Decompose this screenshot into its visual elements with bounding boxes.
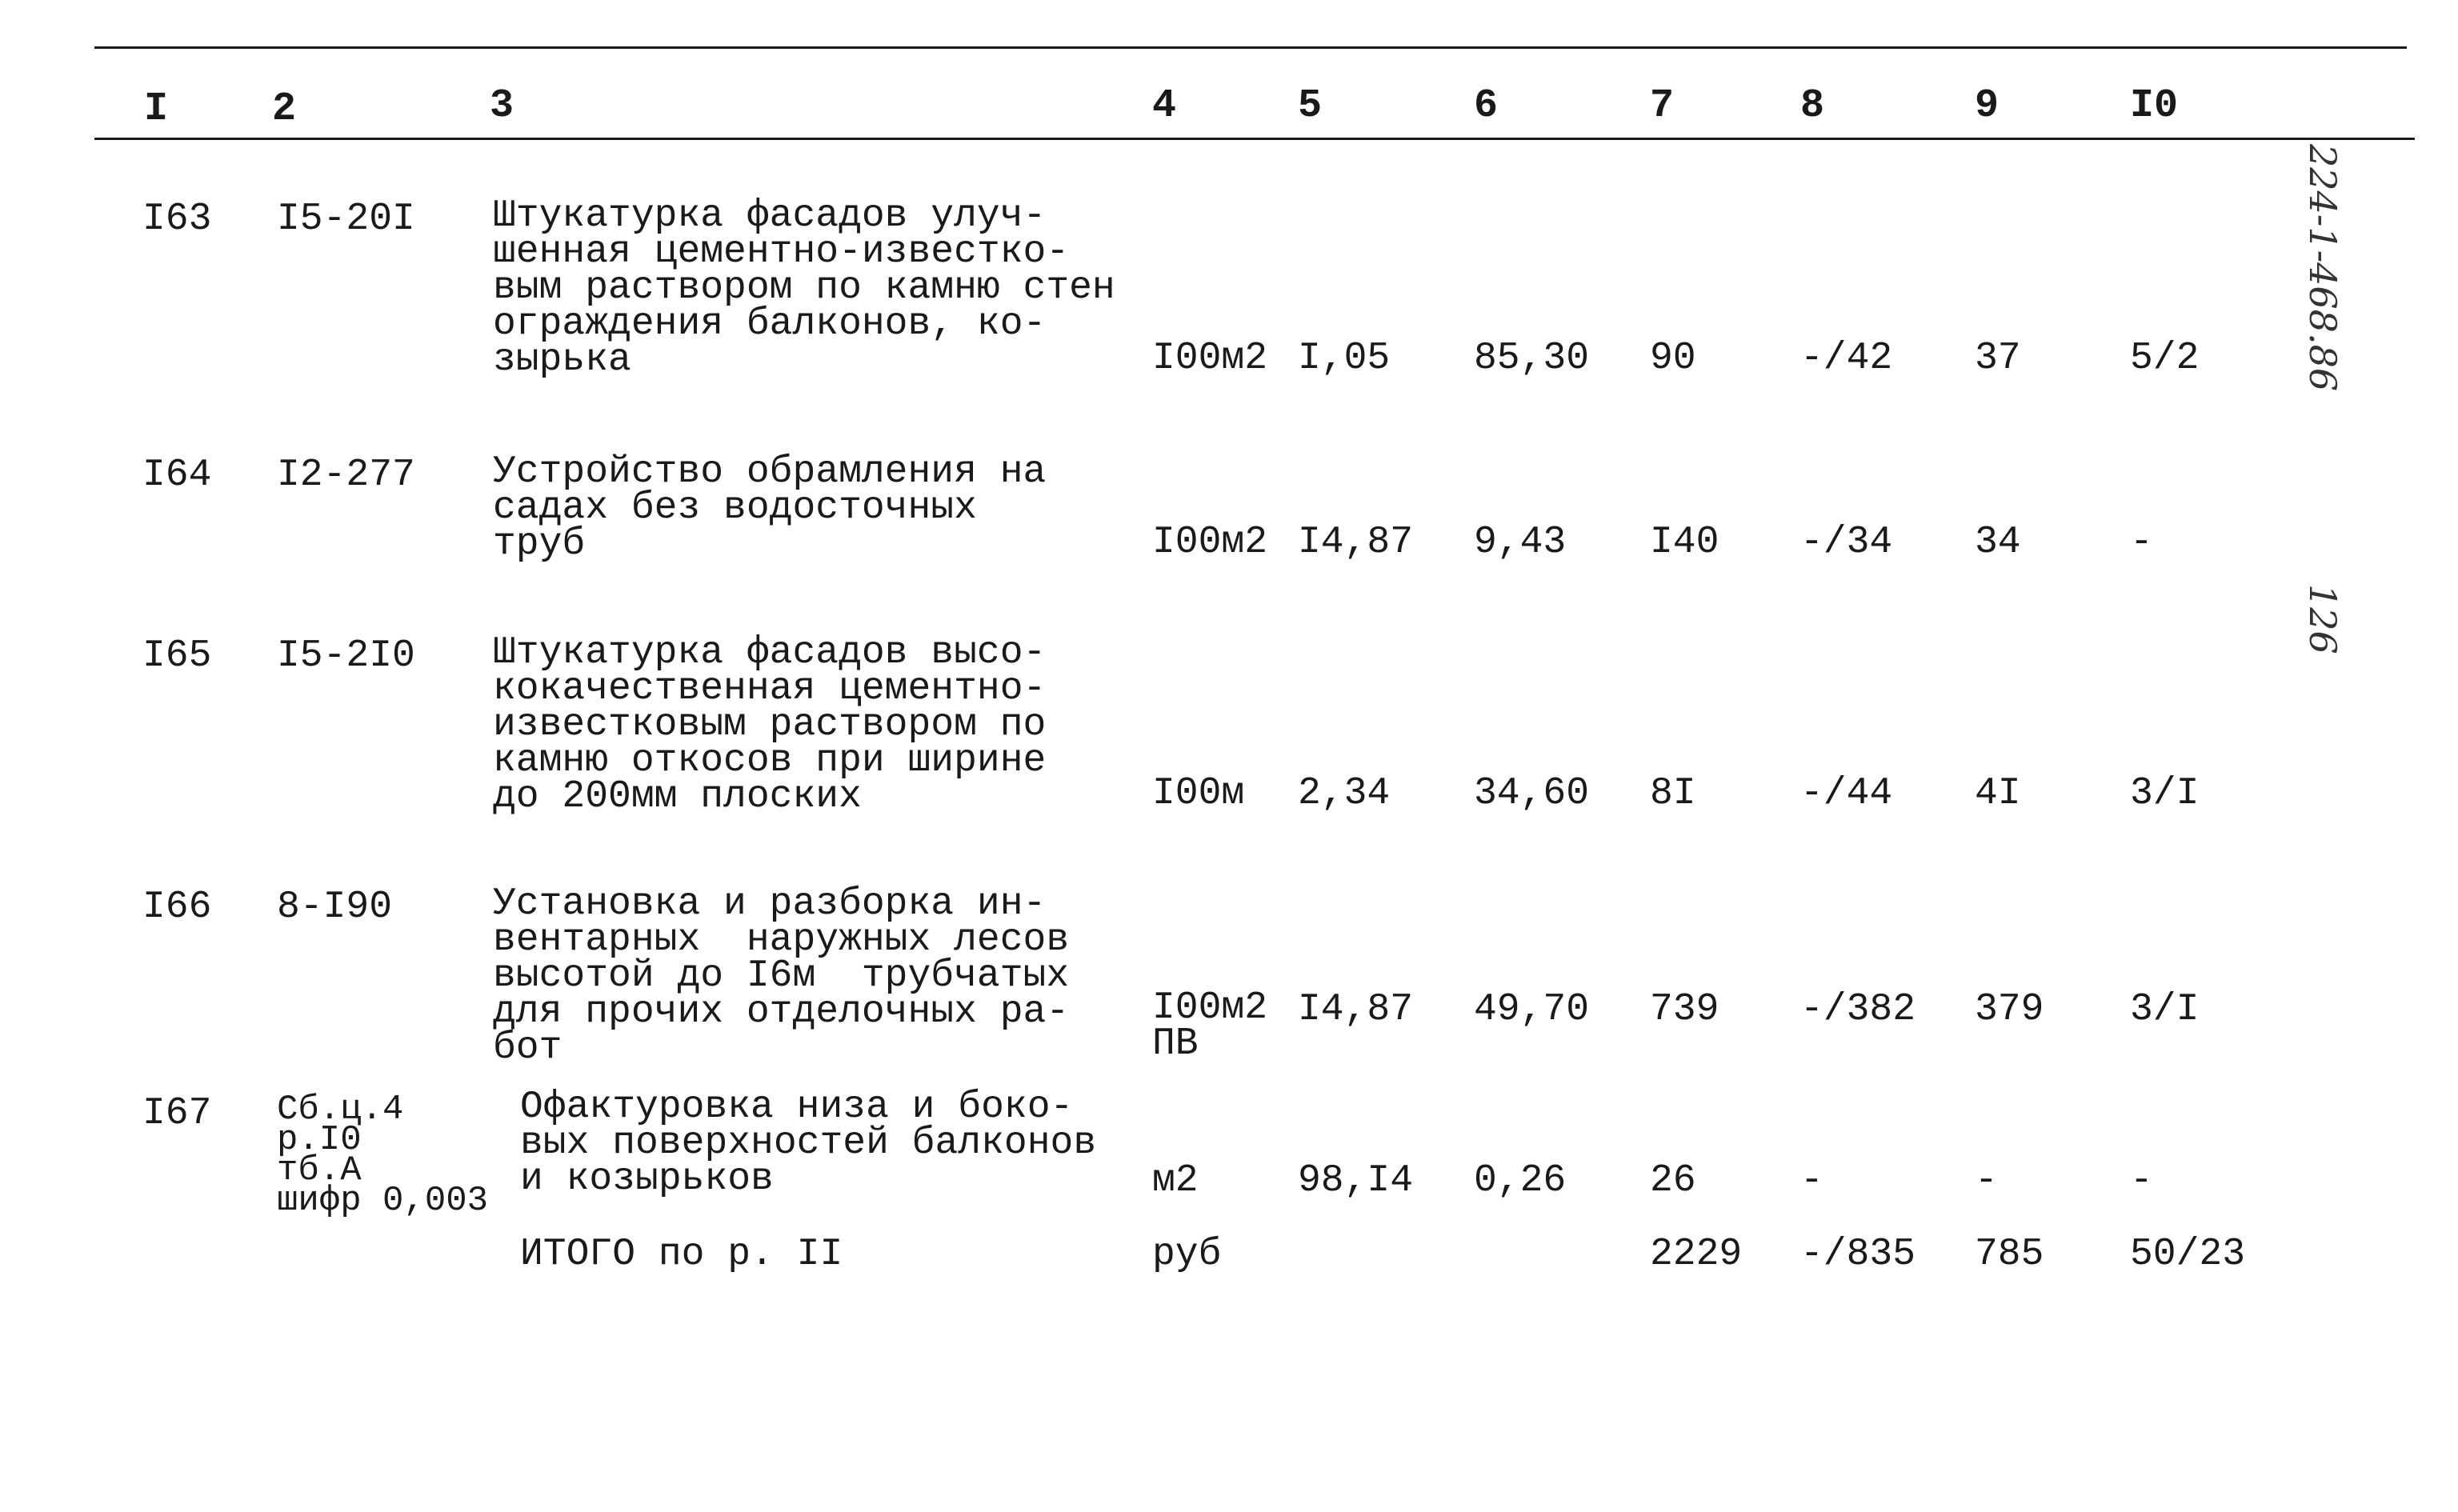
row-total: 26 (1650, 1159, 1696, 1202)
row-number: I66 (142, 886, 212, 929)
row-price: 9,43 (1474, 521, 1567, 564)
row-description: Штукатурка фасадов высо- кокачественная цементно- известковым раствором по камню откосов при ширине до 200мм плоских (493, 631, 1047, 818)
row-code: Сб.ц.4 р.I0 тб.А шифр 0,003 (277, 1090, 489, 1221)
row-unit: I00м2 (1152, 521, 1268, 564)
row-col-9: 34 (1975, 521, 2021, 564)
row-code: I2-277 (277, 454, 415, 497)
row-code: I5-20I (277, 198, 415, 241)
row-col-8: -/44 (1800, 772, 1893, 815)
row-col-10: - (2130, 521, 2153, 564)
row-price: 34,60 (1474, 772, 1590, 815)
margin-page-number: 126 (2301, 584, 2344, 654)
row-col-9: 4I (1975, 772, 2021, 815)
row-total: I40 (1650, 521, 1719, 564)
row-unit: I00м2 ПВ (1152, 986, 1268, 1066)
header-col-3: 3 (490, 83, 514, 129)
total-col-10: 50/23 (2130, 1233, 2246, 1276)
row-description: Установка и разборка ин- вентарных наружных лесов высотой до I6м трубчатых для прочих отделочных ра- бот (493, 882, 1070, 1070)
row-number: I63 (142, 198, 212, 241)
row-quantity: 2,34 (1298, 772, 1391, 815)
total-sum: 2229 (1650, 1233, 1743, 1276)
row-code: 8-I90 (277, 886, 393, 929)
row-quantity: 98,I4 (1298, 1159, 1414, 1202)
row-unit: I00м2 (1152, 337, 1268, 380)
row-unit: м2 (1152, 1159, 1199, 1202)
top-rule (94, 46, 2407, 49)
row-quantity: I4,87 (1298, 988, 1414, 1031)
header-col-2: 2 (272, 86, 297, 132)
header-col-10: I0 (2130, 83, 2179, 129)
row-col-10: 3/I (2130, 772, 2200, 815)
row-col-10: - (2130, 1159, 2153, 1202)
row-description: Штукатурка фасадов улуч- шенная цементно-известко- вым раствором по камню стен ограждения балконов, ко- зырька (493, 194, 1115, 382)
margin-document-code: 224-1-468.86 (2301, 144, 2344, 392)
row-col-9: 37 (1975, 337, 2021, 380)
row-description: Устройство обрамления на садах без водосточных труб (493, 450, 1047, 566)
row-number: I67 (142, 1092, 212, 1135)
row-col-10: 3/I (2130, 988, 2200, 1031)
header-col-9: 9 (1975, 83, 2000, 129)
header-rule (94, 138, 2415, 140)
header-col-5: 5 (1298, 83, 1323, 129)
total-col-9: 785 (1975, 1233, 2044, 1276)
row-col-8: -/42 (1800, 337, 1893, 380)
row-col-9: 379 (1975, 988, 2044, 1031)
total-unit: руб (1152, 1233, 1222, 1276)
header-col-1: I (144, 86, 169, 132)
row-total: 90 (1650, 337, 1696, 380)
row-number: I65 (142, 634, 212, 678)
row-col-9: - (1975, 1159, 1998, 1202)
row-number: I64 (142, 454, 212, 497)
row-quantity: I4,87 (1298, 521, 1414, 564)
row-col-8: -/34 (1800, 521, 1893, 564)
header-col-6: 6 (1474, 83, 1499, 129)
row-price: 49,70 (1474, 988, 1590, 1031)
row-total: 739 (1650, 988, 1719, 1031)
row-unit: I00м (1152, 772, 1245, 815)
total-col-8: -/835 (1800, 1233, 1916, 1276)
row-description: Офактуровка низа и боко- вых поверхностей балконов и козырьков (520, 1086, 1097, 1201)
row-code: I5-2I0 (277, 634, 415, 678)
row-quantity: I,05 (1298, 337, 1391, 380)
row-col-8: - (1800, 1159, 1823, 1202)
row-col-10: 5/2 (2130, 337, 2200, 380)
row-total: 8I (1650, 772, 1696, 815)
row-col-8: -/382 (1800, 988, 1916, 1031)
total-label: ИТОГО по р. II (520, 1233, 843, 1276)
row-price: 0,26 (1474, 1159, 1567, 1202)
row-price: 85,30 (1474, 337, 1590, 380)
header-col-7: 7 (1650, 83, 1675, 129)
header-col-4: 4 (1152, 83, 1177, 129)
header-col-8: 8 (1800, 83, 1825, 129)
